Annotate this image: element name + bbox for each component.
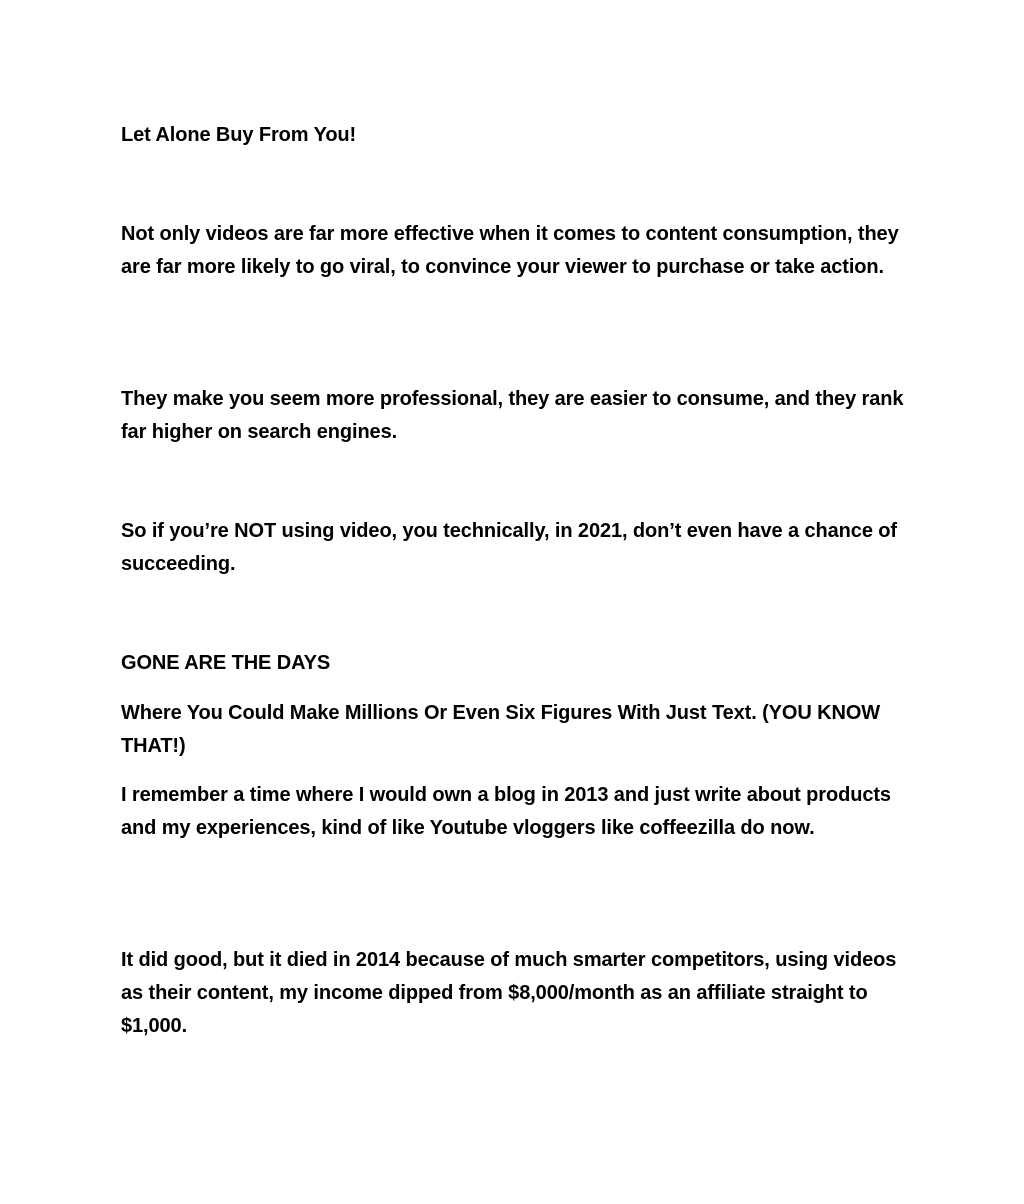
paragraph-professional: They make you seem more professional, they are easier to consume, and they rank far higher on search engines. — [121, 388, 904, 443]
paragraph-blog-2013: I remember a time where I would own a blog in 2013 and just write about products and my experiences, kind of like Youtube vloggers like coffeezilla do now. — [121, 784, 891, 839]
paragraph-not-using-video: So if you’re NOT using video, you technically, in 2021, don’t even have a chance of succeeding. — [121, 520, 897, 575]
heading-gone-are-the-days: GONE ARE THE DAYS — [121, 652, 331, 674]
paragraph-income-dipped: It did good, but it died in 2014 because of much smarter competitors, using videos as their content, my income dipped from $8,000/month as an affiliate straight to $1,000. — [121, 949, 897, 1037]
subheading-let-alone-buy: Let Alone Buy From You! — [121, 124, 357, 146]
paragraph-millions-with-text: Where You Could Make Millions Or Even Six Figures With Just Text. (YOU KNOW THAT!) — [121, 702, 881, 757]
paragraph-videos-effective: Not only videos are far more effective when it comes to content consumption, they are far more likely to go viral, to convince your viewer to purchase or take action. — [121, 223, 899, 278]
